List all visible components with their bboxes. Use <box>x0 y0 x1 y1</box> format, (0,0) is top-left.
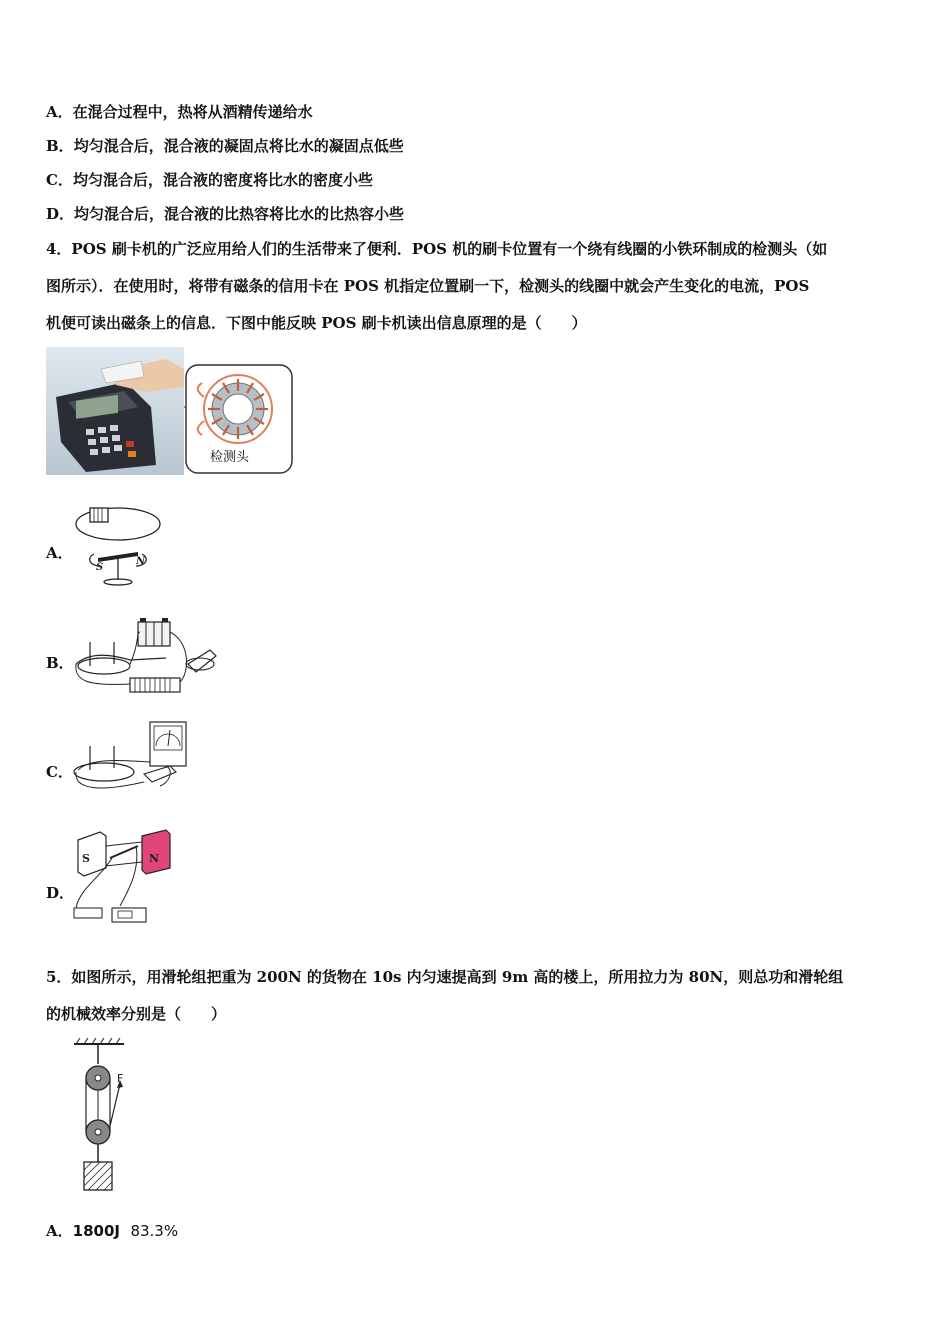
magnet-s-label: S <box>82 852 90 865</box>
compass-coil-diagram <box>72 500 164 592</box>
q3-option-b: B．均匀混合后，混合液的凝固点将比水的凝固点低些 <box>46 137 404 155</box>
q3-option-a: A．在混合过程中，热将从酒精传递给水 <box>46 103 313 121</box>
force-label: F <box>117 1072 124 1085</box>
magnet-n-label: N <box>149 852 160 865</box>
q4-stem-line-3: 机便可读出磁条上的信息．下图中能反映 POS 刷卡机读出信息原理的是（ ） <box>46 314 587 332</box>
pos-machine-figure <box>46 347 296 475</box>
q4-option-a-label: A． <box>46 544 73 562</box>
q4-stem-line-1: 4．POS 刷卡机的广泛应用给人们的生活带来了便利．POS 机的刷卡位置有一个绕有线圈的小铁环制成的检测头（如 <box>46 240 828 258</box>
q3-option-c: C．均匀混合后，混合液的密度将比水的密度小些 <box>46 171 373 189</box>
galvanometer-diagram <box>70 718 190 800</box>
needle-n-label: N <box>136 556 146 567</box>
q5-option-a: A．1800J 83.3% <box>46 1222 179 1240</box>
magnet-conductor-diagram <box>70 828 180 930</box>
pulley-system-diagram <box>70 1036 134 1196</box>
needle-s-label: S <box>96 562 104 573</box>
q4-option-c-label: C． <box>46 763 73 781</box>
q4-stem-line-2: 图所示）．在使用时，将带有磁条的信用卡在 POS 机指定位置刷一下，检测头的线圈中就会产生变化的电流，POS <box>46 277 810 295</box>
motor-battery-diagram <box>70 612 222 704</box>
q5-option-a-efficiency: 83.3% <box>130 1222 179 1240</box>
q4-option-d-label: D． <box>46 884 75 902</box>
q4-option-b-label: B． <box>46 654 74 672</box>
pos-figure-caption: 检测头 <box>210 450 250 465</box>
q3-option-d: D．均匀混合后，混合液的比热容将比水的比热容小些 <box>46 205 405 223</box>
q5-option-a-work: 1800J <box>72 1222 120 1240</box>
q5-stem-line-1: 5．如图所示，用滑轮组把重为 200N 的货物在 10s 内匀速提高到 9m 高的楼上，所用拉力为 80N，则总功和滑轮组 <box>46 968 844 986</box>
q5-stem-line-2: 的机械效率分别是（ ） <box>46 1005 227 1023</box>
